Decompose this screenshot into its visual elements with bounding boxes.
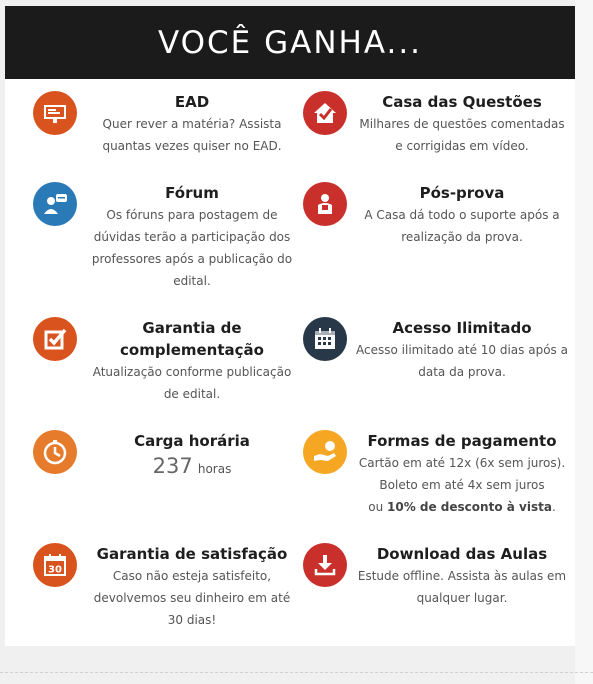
support-user-icon — [303, 182, 347, 226]
feature-text — [81, 182, 303, 292]
desc-prefix: ou — [368, 500, 387, 514]
page-right-margin — [575, 0, 593, 684]
download-icon — [303, 543, 347, 587]
presentation-icon — [33, 91, 77, 135]
feature-title: Garantia de satisfação — [96, 545, 288, 563]
feature-desc-line: Boleto em até 4x sem juros — [379, 478, 545, 492]
feature-title: Formas de pagamento — [367, 432, 557, 450]
benefits-card — [5, 6, 575, 646]
feature-desc-line: dúvidas terão a participação dos — [93, 230, 291, 244]
checkbox-icon — [33, 317, 77, 361]
discount-text: 10% de desconto à vista — [387, 500, 552, 514]
feature-desc-line: 30 dias! — [167, 613, 217, 627]
feature-text — [351, 430, 573, 518]
feature-carga-horaria — [33, 430, 303, 550]
calendar-grid-icon — [303, 317, 347, 361]
feature-desc-line: Milhares de questões comentadas — [359, 117, 565, 131]
feature-desc-line: Acesso ilimitado até 10 dias após a — [356, 343, 568, 357]
clock-icon — [33, 430, 77, 474]
feature-desc-line: e corrigidas em vídeo. — [395, 139, 529, 153]
feature-text — [351, 182, 573, 248]
feature-text — [81, 317, 303, 405]
feature-text — [351, 543, 573, 609]
feature-garantia-satisfacao — [33, 543, 303, 663]
hours-unit: horas — [197, 462, 232, 476]
calendar-day-number: 30 — [48, 564, 62, 576]
feature-title: Casa das Questões — [382, 93, 542, 111]
section-title: VOCÊ GANHA... — [157, 24, 423, 61]
feature-desc-line: devolvemos seu dinheiro em até — [93, 591, 291, 605]
feature-title: EAD — [174, 93, 210, 111]
feature-desc-line: professores após a publicação do — [91, 252, 293, 266]
feature-download-aulas — [303, 543, 573, 663]
feature-pos-prova — [303, 182, 573, 302]
feature-desc-line: Cartão em até 12x (6x sem juros). — [358, 456, 566, 470]
calendar-30-icon — [33, 543, 77, 587]
feature-text — [81, 543, 303, 631]
feature-desc-line: realização da prova. — [401, 230, 523, 244]
feature-desc-line — [351, 496, 573, 518]
feature-garantia-complementacao — [33, 317, 303, 437]
section-header — [5, 6, 575, 79]
feature-text — [351, 317, 573, 383]
feature-title: Garantia de — [142, 319, 242, 337]
feature-desc-line: quantas vezes quiser no EAD. — [102, 139, 282, 153]
feature-title: Fórum — [165, 184, 219, 202]
divider — [0, 672, 593, 673]
hand-coin-icon — [303, 430, 347, 474]
feature-desc-line: Quer rever a matéria? Assista — [102, 117, 282, 131]
feature-forum — [33, 182, 303, 302]
feature-desc-line: Estude offline. Assista às aulas em — [357, 569, 567, 583]
feature-title: Acesso Ilimitado — [392, 319, 532, 337]
feature-text — [81, 430, 303, 480]
feature-desc-line: Os fóruns para postagem de — [106, 208, 278, 222]
feature-desc-line: A Casa dá todo o suporte após a — [364, 208, 560, 222]
feature-desc-line: de edital. — [163, 387, 221, 401]
house-check-icon — [303, 91, 347, 135]
desc-suffix: . — [551, 500, 556, 514]
feature-title: Download das Aulas — [376, 545, 548, 563]
feature-acesso-ilimitado — [303, 317, 573, 437]
feature-formas-pagamento — [303, 430, 573, 550]
feature-desc-line: data da prova. — [418, 365, 506, 379]
chat-user-icon — [33, 182, 77, 226]
feature-title: Carga horária — [134, 432, 250, 450]
feature-title: Pós-prova — [419, 184, 505, 202]
feature-desc-line: Caso não esteja satisfeito, — [112, 569, 272, 583]
feature-desc-line: qualquer lugar. — [416, 591, 508, 605]
hours-value: 237 — [152, 454, 193, 478]
feature-text — [81, 91, 303, 157]
feature-desc-line: Atualização conforme publicação — [92, 365, 292, 379]
feature-desc-line: edital. — [173, 274, 211, 288]
feature-text — [351, 91, 573, 157]
feature-title: complementação — [120, 341, 264, 359]
